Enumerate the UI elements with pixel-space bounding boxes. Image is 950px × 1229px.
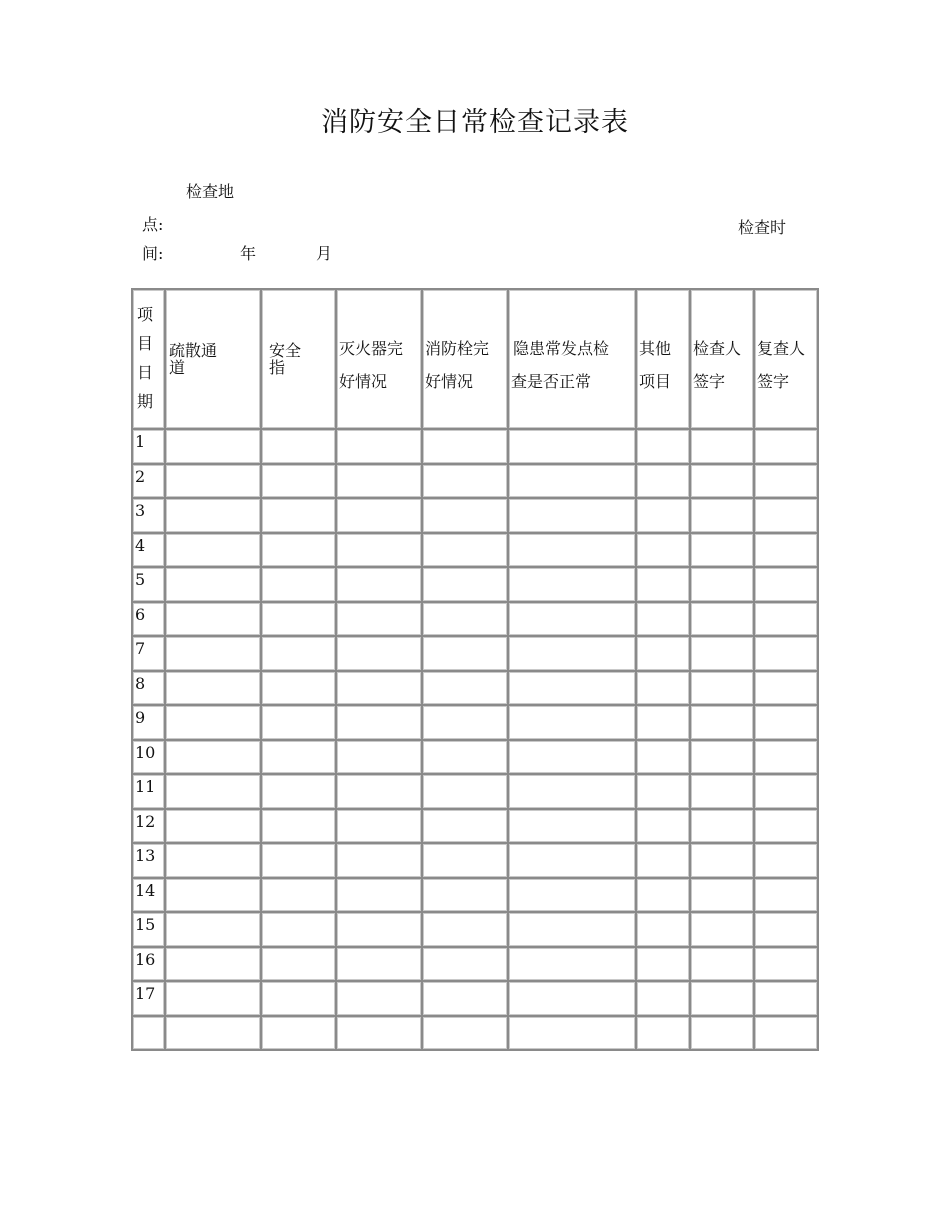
row-number: 2 xyxy=(132,464,165,499)
blank-cell[interactable] xyxy=(508,636,636,671)
table-header-row xyxy=(132,289,818,429)
header-extinguisher xyxy=(336,289,422,429)
blank-cell[interactable] xyxy=(636,947,690,982)
blank-cell[interactable] xyxy=(754,878,818,913)
row-number: 6 xyxy=(132,602,165,637)
blank-cell[interactable] xyxy=(508,843,636,878)
blank-cell[interactable] xyxy=(261,774,336,809)
blank-cell[interactable] xyxy=(636,774,690,809)
header-reviewer-line: 签字 xyxy=(757,372,790,391)
table-row xyxy=(132,636,818,671)
blank-cell[interactable] xyxy=(261,843,336,878)
header-extinguisher-line: 灭火器完 xyxy=(339,339,404,358)
blank-cell[interactable] xyxy=(508,809,636,844)
blank-cell[interactable] xyxy=(422,429,508,464)
header-hydrant xyxy=(422,289,508,429)
blank-cell[interactable] xyxy=(165,671,261,706)
blank-cell[interactable] xyxy=(508,464,636,499)
blank-cell[interactable] xyxy=(165,1016,261,1051)
blank-cell[interactable] xyxy=(165,636,261,671)
blank-cell[interactable] xyxy=(336,878,422,913)
header-reviewer-line: 复查人 xyxy=(757,339,806,358)
blank-cell[interactable] xyxy=(636,602,690,637)
table-row xyxy=(132,567,818,602)
header-hazard-line: 查是否正常 xyxy=(511,372,592,391)
blank-cell[interactable] xyxy=(336,498,422,533)
blank-cell[interactable] xyxy=(508,498,636,533)
blank-cell[interactable] xyxy=(165,947,261,982)
blank-cell[interactable] xyxy=(165,912,261,947)
month-label: 月 xyxy=(316,244,333,263)
blank-cell[interactable] xyxy=(636,1016,690,1051)
blank-cell[interactable] xyxy=(690,878,754,913)
row-number: 11 xyxy=(132,774,165,809)
blank-cell[interactable] xyxy=(165,774,261,809)
blank-cell[interactable] xyxy=(261,498,336,533)
row-number: 5 xyxy=(132,567,165,602)
row-number xyxy=(132,1016,165,1051)
blank-cell[interactable] xyxy=(336,1016,422,1051)
time-label: 检查时 xyxy=(738,218,787,237)
blank-cell[interactable] xyxy=(754,533,818,568)
blank-cell[interactable] xyxy=(165,705,261,740)
blank-cell[interactable] xyxy=(336,981,422,1016)
table-row xyxy=(132,602,818,637)
blank-cell[interactable] xyxy=(690,1016,754,1051)
blank-cell[interactable] xyxy=(508,602,636,637)
blank-cell[interactable] xyxy=(754,947,818,982)
row-number: 9 xyxy=(132,705,165,740)
blank-cell[interactable] xyxy=(165,567,261,602)
blank-cell[interactable] xyxy=(422,602,508,637)
blank-cell[interactable] xyxy=(690,809,754,844)
blank-cell[interactable] xyxy=(754,671,818,706)
blank-cell[interactable] xyxy=(422,1016,508,1051)
table-row xyxy=(132,740,818,775)
table-row xyxy=(132,464,818,499)
table-row xyxy=(132,947,818,982)
header-other xyxy=(636,289,690,429)
header-inspector-line: 检查人 xyxy=(693,339,742,358)
blank-cell[interactable] xyxy=(508,533,636,568)
blank-cell[interactable] xyxy=(261,602,336,637)
blank-cell[interactable] xyxy=(261,740,336,775)
blank-cell[interactable] xyxy=(165,498,261,533)
blank-cell[interactable] xyxy=(261,533,336,568)
blank-cell[interactable] xyxy=(336,809,422,844)
blank-cell[interactable] xyxy=(508,740,636,775)
blank-cell[interactable] xyxy=(636,464,690,499)
location-label-line2: 点: xyxy=(142,215,164,234)
row-number: 10 xyxy=(132,740,165,775)
blank-cell[interactable] xyxy=(636,981,690,1016)
blank-cell[interactable] xyxy=(690,705,754,740)
time-label-line2: 间: xyxy=(142,244,164,263)
blank-cell[interactable] xyxy=(165,602,261,637)
row-number: 15 xyxy=(132,912,165,947)
header-other-line: 其他 xyxy=(639,339,672,358)
blank-cell[interactable] xyxy=(336,912,422,947)
blank-cell[interactable] xyxy=(261,671,336,706)
blank-cell[interactable] xyxy=(422,671,508,706)
blank-cell[interactable] xyxy=(690,843,754,878)
blank-cell[interactable] xyxy=(636,878,690,913)
blank-cell[interactable] xyxy=(261,1016,336,1051)
header-date xyxy=(132,289,165,429)
blank-cell[interactable] xyxy=(336,705,422,740)
header-inspector-sign xyxy=(690,289,754,429)
row-number: 16 xyxy=(132,947,165,982)
table-row xyxy=(132,671,818,706)
blank-cell[interactable] xyxy=(165,843,261,878)
blank-cell[interactable] xyxy=(336,429,422,464)
header-date-char: 目 xyxy=(137,334,154,353)
blank-cell[interactable] xyxy=(422,533,508,568)
blank-cell[interactable] xyxy=(690,602,754,637)
blank-cell[interactable] xyxy=(636,809,690,844)
blank-cell[interactable] xyxy=(636,636,690,671)
blank-cell[interactable] xyxy=(165,429,261,464)
blank-cell[interactable] xyxy=(165,533,261,568)
header-date-char: 期 xyxy=(137,392,154,411)
blank-cell[interactable] xyxy=(422,843,508,878)
blank-cell[interactable] xyxy=(336,740,422,775)
table-row xyxy=(132,912,818,947)
blank-cell[interactable] xyxy=(165,981,261,1016)
blank-cell[interactable] xyxy=(754,464,818,499)
blank-cell[interactable] xyxy=(636,498,690,533)
blank-cell[interactable] xyxy=(754,1016,818,1051)
blank-cell[interactable] xyxy=(690,464,754,499)
row-number: 1 xyxy=(132,429,165,464)
header-date-char: 项 xyxy=(137,305,154,324)
blank-cell[interactable] xyxy=(261,429,336,464)
header-hydrant-line: 好情况 xyxy=(425,372,474,391)
header-hydrant-line: 消防栓完 xyxy=(425,339,490,358)
blank-cell[interactable] xyxy=(422,636,508,671)
blank-cell[interactable] xyxy=(261,947,336,982)
blank-cell[interactable] xyxy=(261,809,336,844)
blank-cell[interactable] xyxy=(690,774,754,809)
blank-cell[interactable] xyxy=(508,1016,636,1051)
blank-cell[interactable] xyxy=(690,567,754,602)
blank-cell[interactable] xyxy=(690,947,754,982)
row-number: 13 xyxy=(132,843,165,878)
table-row xyxy=(132,843,818,878)
blank-cell[interactable] xyxy=(636,567,690,602)
blank-cell[interactable] xyxy=(165,809,261,844)
blank-cell[interactable] xyxy=(754,602,818,637)
blank-cell[interactable] xyxy=(261,705,336,740)
header-evac-route: 疏散通道 xyxy=(165,289,261,429)
blank-cell[interactable] xyxy=(422,498,508,533)
table-row xyxy=(132,429,818,464)
blank-cell[interactable] xyxy=(754,429,818,464)
blank-cell[interactable] xyxy=(261,567,336,602)
row-number: 14 xyxy=(132,878,165,913)
blank-cell[interactable] xyxy=(754,498,818,533)
table-row xyxy=(132,981,818,1016)
blank-cell[interactable] xyxy=(636,843,690,878)
blank-cell[interactable] xyxy=(422,705,508,740)
blank-cell[interactable] xyxy=(336,636,422,671)
blank-cell[interactable] xyxy=(336,947,422,982)
blank-cell[interactable] xyxy=(261,878,336,913)
blank-cell[interactable] xyxy=(336,533,422,568)
blank-cell[interactable] xyxy=(690,429,754,464)
blank-cell[interactable] xyxy=(754,774,818,809)
header-exit-sign: 安全指 xyxy=(261,289,336,429)
blank-cell[interactable] xyxy=(261,912,336,947)
blank-cell[interactable] xyxy=(165,740,261,775)
blank-cell[interactable] xyxy=(336,671,422,706)
blank-cell[interactable] xyxy=(636,533,690,568)
blank-cell[interactable] xyxy=(690,636,754,671)
blank-cell[interactable] xyxy=(336,464,422,499)
table-row xyxy=(132,498,818,533)
table-row xyxy=(132,705,818,740)
blank-cell[interactable] xyxy=(754,636,818,671)
blank-cell[interactable] xyxy=(690,912,754,947)
blank-cell[interactable] xyxy=(508,774,636,809)
blank-cell[interactable] xyxy=(754,567,818,602)
blank-cell[interactable] xyxy=(754,809,818,844)
blank-cell[interactable] xyxy=(636,705,690,740)
blank-cell[interactable] xyxy=(336,774,422,809)
blank-cell[interactable] xyxy=(422,912,508,947)
blank-cell[interactable] xyxy=(508,912,636,947)
blank-cell[interactable] xyxy=(422,774,508,809)
blank-cell[interactable] xyxy=(508,567,636,602)
table-row xyxy=(132,1016,818,1051)
blank-cell[interactable] xyxy=(165,464,261,499)
location-label-line1: 检查地 xyxy=(186,182,235,201)
blank-cell[interactable] xyxy=(754,981,818,1016)
header-hazard-line: 隐患常发点检 xyxy=(513,339,610,358)
blank-cell[interactable] xyxy=(261,636,336,671)
blank-cell[interactable] xyxy=(754,740,818,775)
year-label: 年 xyxy=(240,244,257,263)
blank-cell[interactable] xyxy=(508,947,636,982)
blank-cell[interactable] xyxy=(422,809,508,844)
blank-cell[interactable] xyxy=(422,567,508,602)
blank-cell[interactable] xyxy=(690,533,754,568)
blank-cell[interactable] xyxy=(690,671,754,706)
header-hazard-check xyxy=(508,289,636,429)
inspection-table xyxy=(131,288,819,1051)
blank-cell[interactable] xyxy=(508,878,636,913)
header-inspector-line: 签字 xyxy=(693,372,726,391)
blank-cell[interactable] xyxy=(336,843,422,878)
blank-cell[interactable] xyxy=(690,981,754,1016)
blank-cell[interactable] xyxy=(336,567,422,602)
table-row xyxy=(132,533,818,568)
header-reviewer-sign xyxy=(754,289,818,429)
row-number: 7 xyxy=(132,636,165,671)
blank-cell[interactable] xyxy=(422,740,508,775)
header-date-char: 日 xyxy=(137,363,154,382)
row-number: 4 xyxy=(132,533,165,568)
row-number: 8 xyxy=(132,671,165,706)
blank-cell[interactable] xyxy=(508,981,636,1016)
blank-cell[interactable] xyxy=(690,740,754,775)
blank-cell[interactable] xyxy=(422,947,508,982)
blank-cell[interactable] xyxy=(422,464,508,499)
header-extinguisher-line: 好情况 xyxy=(339,372,388,391)
row-number: 12 xyxy=(132,809,165,844)
row-number: 17 xyxy=(132,981,165,1016)
blank-cell[interactable] xyxy=(422,981,508,1016)
blank-cell[interactable] xyxy=(754,705,818,740)
blank-cell[interactable] xyxy=(165,878,261,913)
blank-cell[interactable] xyxy=(754,912,818,947)
table-row xyxy=(132,878,818,913)
table-row xyxy=(132,774,818,809)
blank-cell[interactable] xyxy=(508,705,636,740)
blank-cell[interactable] xyxy=(636,740,690,775)
blank-cell[interactable] xyxy=(508,429,636,464)
blank-cell[interactable] xyxy=(636,429,690,464)
blank-cell[interactable] xyxy=(422,878,508,913)
blank-cell[interactable] xyxy=(690,498,754,533)
blank-cell[interactable] xyxy=(261,981,336,1016)
blank-cell[interactable] xyxy=(754,843,818,878)
page-title: 消防安全日常检查记录表 xyxy=(321,107,629,138)
blank-cell[interactable] xyxy=(336,602,422,637)
blank-cell[interactable] xyxy=(636,912,690,947)
header-other-line: 项目 xyxy=(639,372,672,391)
row-number: 3 xyxy=(132,498,165,533)
blank-cell[interactable] xyxy=(636,671,690,706)
blank-cell[interactable] xyxy=(261,464,336,499)
table-row xyxy=(132,809,818,844)
blank-cell[interactable] xyxy=(508,671,636,706)
